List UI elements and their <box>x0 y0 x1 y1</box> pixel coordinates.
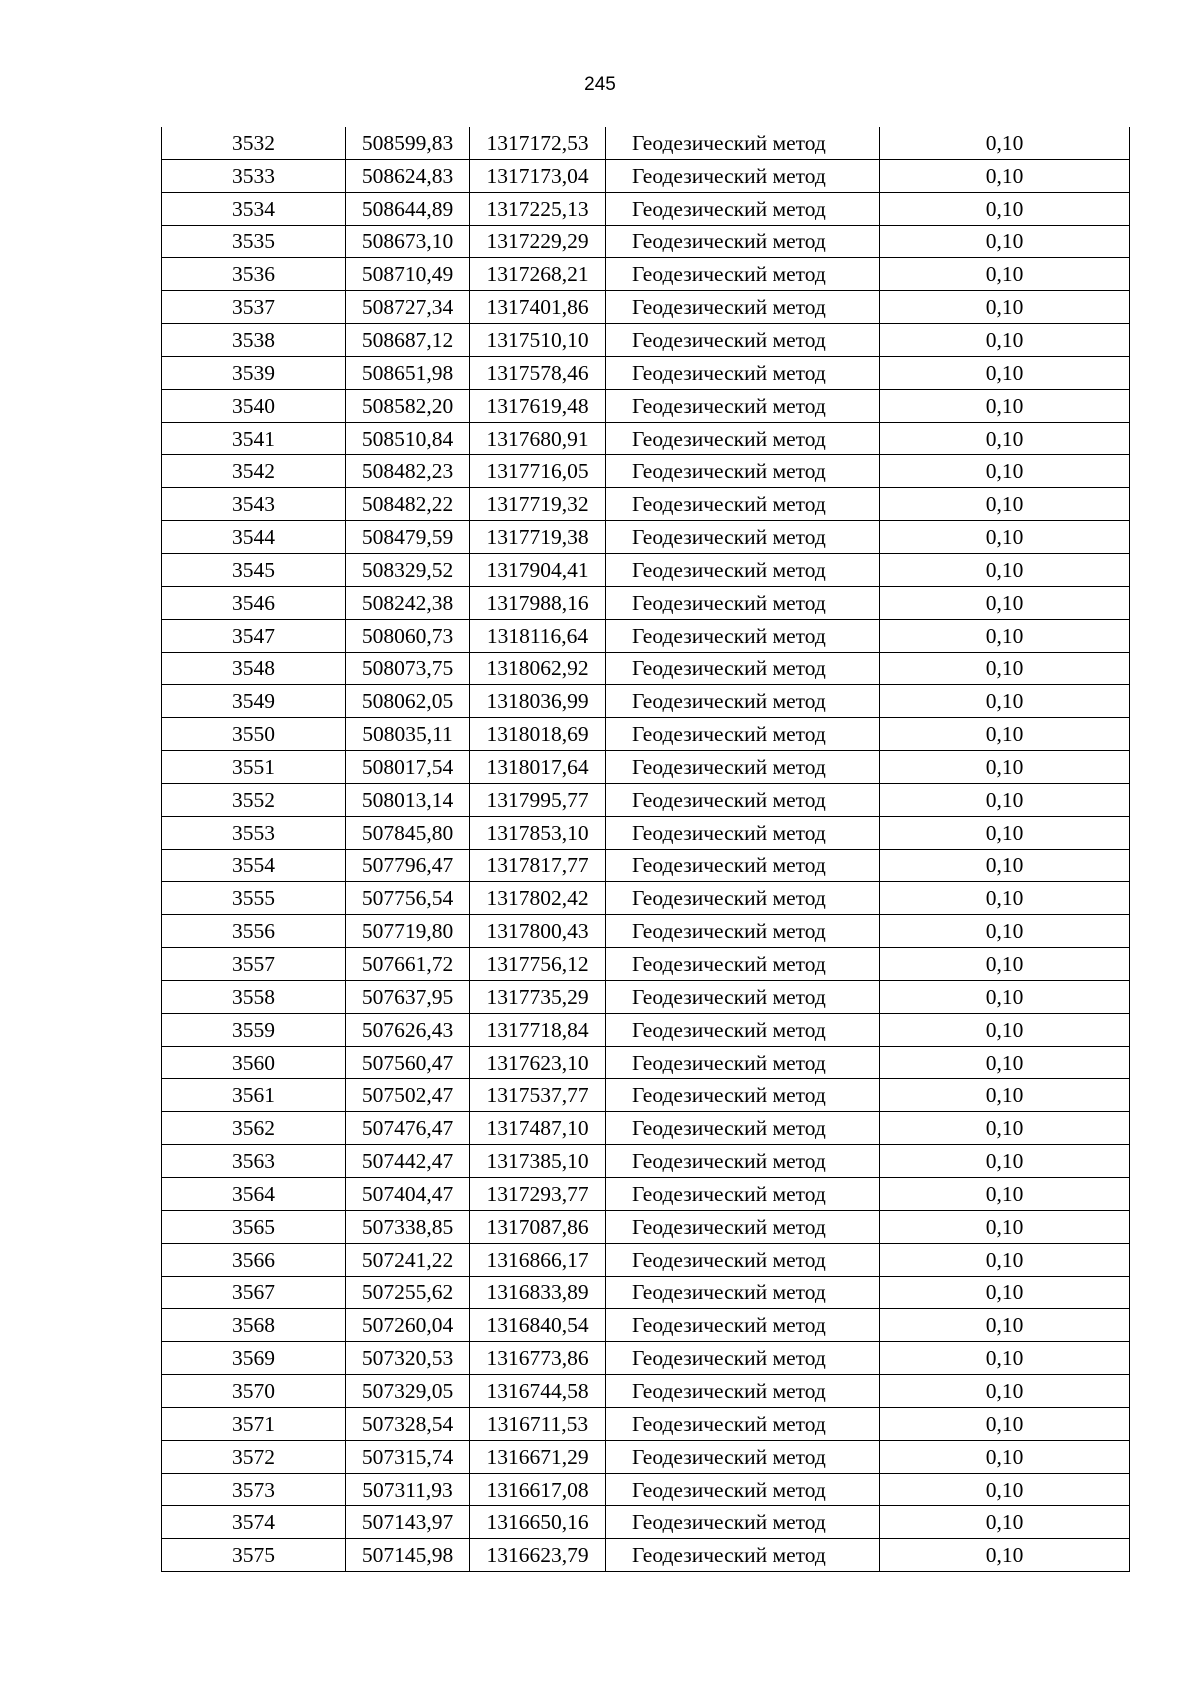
accuracy-cell: 0,10 <box>880 1407 1130 1440</box>
coordinates-table <box>161 127 1130 1572</box>
accuracy-cell: 0,10 <box>880 324 1130 357</box>
table-row <box>162 324 1130 357</box>
y-coordinate-cell: 1316833,89 <box>470 1276 606 1309</box>
x-coordinate-cell: 507255,62 <box>346 1276 470 1309</box>
point-number-cell: 3561 <box>162 1079 346 1112</box>
y-coordinate-cell: 1317802,42 <box>470 882 606 915</box>
method-cell: Геодезический метод <box>606 1539 880 1572</box>
y-coordinate-cell: 1317904,41 <box>470 553 606 586</box>
accuracy-cell: 0,10 <box>880 980 1130 1013</box>
y-coordinate-cell: 1317619,48 <box>470 389 606 422</box>
point-number-cell: 3551 <box>162 751 346 784</box>
x-coordinate-cell: 508062,05 <box>346 685 470 718</box>
table-row <box>162 685 1130 718</box>
point-number-cell: 3533 <box>162 159 346 192</box>
y-coordinate-cell: 1317225,13 <box>470 192 606 225</box>
y-coordinate-cell: 1317173,04 <box>470 159 606 192</box>
accuracy-cell: 0,10 <box>880 718 1130 751</box>
x-coordinate-cell: 507404,47 <box>346 1178 470 1211</box>
table-row <box>162 389 1130 422</box>
point-number-cell: 3562 <box>162 1112 346 1145</box>
accuracy-cell: 0,10 <box>880 127 1130 159</box>
table-row <box>162 488 1130 521</box>
point-number-cell: 3534 <box>162 192 346 225</box>
method-cell: Геодезический метод <box>606 324 880 357</box>
point-number-cell: 3575 <box>162 1539 346 1572</box>
table-row <box>162 1375 1130 1408</box>
method-cell: Геодезический метод <box>606 1375 880 1408</box>
accuracy-cell: 0,10 <box>880 1276 1130 1309</box>
coordinates-table-body <box>162 127 1130 1572</box>
accuracy-cell: 0,10 <box>880 553 1130 586</box>
x-coordinate-cell: 508073,75 <box>346 652 470 685</box>
x-coordinate-cell: 508710,49 <box>346 258 470 291</box>
point-number-cell: 3535 <box>162 225 346 258</box>
table-row <box>162 816 1130 849</box>
table-row <box>162 291 1130 324</box>
x-coordinate-cell: 507260,04 <box>346 1309 470 1342</box>
accuracy-cell: 0,10 <box>880 356 1130 389</box>
x-coordinate-cell: 508624,83 <box>346 159 470 192</box>
table-row <box>162 586 1130 619</box>
y-coordinate-cell: 1318062,92 <box>470 652 606 685</box>
accuracy-cell: 0,10 <box>880 1243 1130 1276</box>
method-cell: Геодезический метод <box>606 882 880 915</box>
table-row <box>162 1178 1130 1211</box>
point-number-cell: 3560 <box>162 1046 346 1079</box>
x-coordinate-cell: 508644,89 <box>346 192 470 225</box>
point-number-cell: 3564 <box>162 1178 346 1211</box>
table-row <box>162 521 1130 554</box>
x-coordinate-cell: 507796,47 <box>346 849 470 882</box>
method-cell: Геодезический метод <box>606 685 880 718</box>
point-number-cell: 3574 <box>162 1506 346 1539</box>
y-coordinate-cell: 1317487,10 <box>470 1112 606 1145</box>
point-number-cell: 3546 <box>162 586 346 619</box>
y-coordinate-cell: 1316866,17 <box>470 1243 606 1276</box>
method-cell: Геодезический метод <box>606 1079 880 1112</box>
x-coordinate-cell: 507145,98 <box>346 1539 470 1572</box>
y-coordinate-cell: 1317537,77 <box>470 1079 606 1112</box>
y-coordinate-cell: 1317268,21 <box>470 258 606 291</box>
method-cell: Геодезический метод <box>606 1276 880 1309</box>
y-coordinate-cell: 1316650,16 <box>470 1506 606 1539</box>
y-coordinate-cell: 1317293,77 <box>470 1178 606 1211</box>
accuracy-cell: 0,10 <box>880 258 1130 291</box>
table-row <box>162 882 1130 915</box>
y-coordinate-cell: 1317229,29 <box>470 225 606 258</box>
x-coordinate-cell: 507329,05 <box>346 1375 470 1408</box>
table-row <box>162 948 1130 981</box>
y-coordinate-cell: 1317800,43 <box>470 915 606 948</box>
y-coordinate-cell: 1317623,10 <box>470 1046 606 1079</box>
x-coordinate-cell: 508510,84 <box>346 422 470 455</box>
method-cell: Геодезический метод <box>606 783 880 816</box>
point-number-cell: 3553 <box>162 816 346 849</box>
point-number-cell: 3540 <box>162 389 346 422</box>
method-cell: Геодезический метод <box>606 192 880 225</box>
method-cell: Геодезический метод <box>606 1210 880 1243</box>
y-coordinate-cell: 1317510,10 <box>470 324 606 357</box>
method-cell: Геодезический метод <box>606 980 880 1013</box>
point-number-cell: 3539 <box>162 356 346 389</box>
method-cell: Геодезический метод <box>606 488 880 521</box>
y-coordinate-cell: 1317087,86 <box>470 1210 606 1243</box>
table-row <box>162 1013 1130 1046</box>
accuracy-cell: 0,10 <box>880 1013 1130 1046</box>
y-coordinate-cell: 1317817,77 <box>470 849 606 882</box>
point-number-cell: 3538 <box>162 324 346 357</box>
method-cell: Геодезический метод <box>606 1407 880 1440</box>
table-row <box>162 783 1130 816</box>
x-coordinate-cell: 508017,54 <box>346 751 470 784</box>
table-row <box>162 718 1130 751</box>
method-cell: Геодезический метод <box>606 1145 880 1178</box>
accuracy-cell: 0,10 <box>880 1112 1130 1145</box>
accuracy-cell: 0,10 <box>880 751 1130 784</box>
accuracy-cell: 0,10 <box>880 1440 1130 1473</box>
point-number-cell: 3554 <box>162 849 346 882</box>
x-coordinate-cell: 508060,73 <box>346 619 470 652</box>
method-cell: Геодезический метод <box>606 553 880 586</box>
method-cell: Геодезический метод <box>606 389 880 422</box>
method-cell: Геодезический метод <box>606 455 880 488</box>
accuracy-cell: 0,10 <box>880 1309 1130 1342</box>
point-number-cell: 3545 <box>162 553 346 586</box>
point-number-cell: 3543 <box>162 488 346 521</box>
point-number-cell: 3548 <box>162 652 346 685</box>
y-coordinate-cell: 1317716,05 <box>470 455 606 488</box>
y-coordinate-cell: 1316623,79 <box>470 1539 606 1572</box>
accuracy-cell: 0,10 <box>880 1210 1130 1243</box>
y-coordinate-cell: 1317756,12 <box>470 948 606 981</box>
method-cell: Геодезический метод <box>606 915 880 948</box>
accuracy-cell: 0,10 <box>880 422 1130 455</box>
table-row <box>162 980 1130 1013</box>
point-number-cell: 3552 <box>162 783 346 816</box>
method-cell: Геодезический метод <box>606 751 880 784</box>
point-number-cell: 3532 <box>162 127 346 159</box>
method-cell: Геодезический метод <box>606 1243 880 1276</box>
method-cell: Геодезический метод <box>606 948 880 981</box>
method-cell: Геодезический метод <box>606 1342 880 1375</box>
method-cell: Геодезический метод <box>606 1178 880 1211</box>
y-coordinate-cell: 1318018,69 <box>470 718 606 751</box>
x-coordinate-cell: 507476,47 <box>346 1112 470 1145</box>
method-cell: Геодезический метод <box>606 849 880 882</box>
point-number-cell: 3537 <box>162 291 346 324</box>
method-cell: Геодезический метод <box>606 619 880 652</box>
y-coordinate-cell: 1318017,64 <box>470 751 606 784</box>
method-cell: Геодезический метод <box>606 586 880 619</box>
table-row <box>162 1046 1130 1079</box>
point-number-cell: 3556 <box>162 915 346 948</box>
x-coordinate-cell: 508582,20 <box>346 389 470 422</box>
x-coordinate-cell: 507338,85 <box>346 1210 470 1243</box>
point-number-cell: 3568 <box>162 1309 346 1342</box>
method-cell: Геодезический метод <box>606 1046 880 1079</box>
point-number-cell: 3541 <box>162 422 346 455</box>
accuracy-cell: 0,10 <box>880 1342 1130 1375</box>
point-number-cell: 3573 <box>162 1473 346 1506</box>
accuracy-cell: 0,10 <box>880 1145 1130 1178</box>
accuracy-cell: 0,10 <box>880 849 1130 882</box>
x-coordinate-cell: 508482,23 <box>346 455 470 488</box>
accuracy-cell: 0,10 <box>880 783 1130 816</box>
table-row <box>162 1506 1130 1539</box>
table-row <box>162 159 1130 192</box>
x-coordinate-cell: 507626,43 <box>346 1013 470 1046</box>
accuracy-cell: 0,10 <box>880 619 1130 652</box>
point-number-cell: 3544 <box>162 521 346 554</box>
point-number-cell: 3571 <box>162 1407 346 1440</box>
x-coordinate-cell: 508242,38 <box>346 586 470 619</box>
method-cell: Геодезический метод <box>606 422 880 455</box>
x-coordinate-cell: 507637,95 <box>346 980 470 1013</box>
point-number-cell: 3557 <box>162 948 346 981</box>
y-coordinate-cell: 1317988,16 <box>470 586 606 619</box>
y-coordinate-cell: 1317401,86 <box>470 291 606 324</box>
y-coordinate-cell: 1316773,86 <box>470 1342 606 1375</box>
accuracy-cell: 0,10 <box>880 1473 1130 1506</box>
x-coordinate-cell: 508035,11 <box>346 718 470 751</box>
x-coordinate-cell: 507442,47 <box>346 1145 470 1178</box>
accuracy-cell: 0,10 <box>880 1375 1130 1408</box>
method-cell: Геодезический метод <box>606 1473 880 1506</box>
x-coordinate-cell: 508599,83 <box>346 127 470 159</box>
x-coordinate-cell: 508651,98 <box>346 356 470 389</box>
table-row <box>162 652 1130 685</box>
x-coordinate-cell: 508727,34 <box>346 291 470 324</box>
x-coordinate-cell: 507320,53 <box>346 1342 470 1375</box>
point-number-cell: 3565 <box>162 1210 346 1243</box>
table-row <box>162 1112 1130 1145</box>
table-row <box>162 1539 1130 1572</box>
point-number-cell: 3536 <box>162 258 346 291</box>
accuracy-cell: 0,10 <box>880 455 1130 488</box>
point-number-cell: 3563 <box>162 1145 346 1178</box>
method-cell: Геодезический метод <box>606 1013 880 1046</box>
method-cell: Геодезический метод <box>606 521 880 554</box>
point-number-cell: 3570 <box>162 1375 346 1408</box>
point-number-cell: 3558 <box>162 980 346 1013</box>
point-number-cell: 3572 <box>162 1440 346 1473</box>
x-coordinate-cell: 508482,22 <box>346 488 470 521</box>
table-row <box>162 1145 1130 1178</box>
x-coordinate-cell: 507328,54 <box>346 1407 470 1440</box>
accuracy-cell: 0,10 <box>880 1046 1130 1079</box>
y-coordinate-cell: 1316840,54 <box>470 1309 606 1342</box>
point-number-cell: 3550 <box>162 718 346 751</box>
table-row <box>162 258 1130 291</box>
point-number-cell: 3567 <box>162 1276 346 1309</box>
y-coordinate-cell: 1317718,84 <box>470 1013 606 1046</box>
y-coordinate-cell: 1318116,64 <box>470 619 606 652</box>
point-number-cell: 3547 <box>162 619 346 652</box>
y-coordinate-cell: 1316617,08 <box>470 1473 606 1506</box>
table-row <box>162 1276 1130 1309</box>
accuracy-cell: 0,10 <box>880 882 1130 915</box>
accuracy-cell: 0,10 <box>880 948 1130 981</box>
x-coordinate-cell: 507241,22 <box>346 1243 470 1276</box>
x-coordinate-cell: 507661,72 <box>346 948 470 981</box>
table-row <box>162 356 1130 389</box>
table-row <box>162 192 1130 225</box>
y-coordinate-cell: 1317680,91 <box>470 422 606 455</box>
table-row <box>162 422 1130 455</box>
page-number: 245 <box>584 74 616 95</box>
table-row <box>162 553 1130 586</box>
x-coordinate-cell: 507560,47 <box>346 1046 470 1079</box>
x-coordinate-cell: 508673,10 <box>346 225 470 258</box>
point-number-cell: 3566 <box>162 1243 346 1276</box>
table-row <box>162 127 1130 159</box>
x-coordinate-cell: 508329,52 <box>346 553 470 586</box>
y-coordinate-cell: 1317719,38 <box>470 521 606 554</box>
method-cell: Геодезический метод <box>606 127 880 159</box>
point-number-cell: 3549 <box>162 685 346 718</box>
table-row <box>162 619 1130 652</box>
x-coordinate-cell: 507502,47 <box>346 1079 470 1112</box>
x-coordinate-cell: 507311,93 <box>346 1473 470 1506</box>
table-row <box>162 225 1130 258</box>
y-coordinate-cell: 1318036,99 <box>470 685 606 718</box>
accuracy-cell: 0,10 <box>880 1506 1130 1539</box>
table-row <box>162 1440 1130 1473</box>
y-coordinate-cell: 1317719,32 <box>470 488 606 521</box>
y-coordinate-cell: 1317578,46 <box>470 356 606 389</box>
method-cell: Геодезический метод <box>606 291 880 324</box>
method-cell: Геодезический метод <box>606 1506 880 1539</box>
y-coordinate-cell: 1317853,10 <box>470 816 606 849</box>
accuracy-cell: 0,10 <box>880 488 1130 521</box>
y-coordinate-cell: 1316711,53 <box>470 1407 606 1440</box>
x-coordinate-cell: 507845,80 <box>346 816 470 849</box>
x-coordinate-cell: 508479,59 <box>346 521 470 554</box>
accuracy-cell: 0,10 <box>880 521 1130 554</box>
accuracy-cell: 0,10 <box>880 1079 1130 1112</box>
accuracy-cell: 0,10 <box>880 192 1130 225</box>
method-cell: Геодезический метод <box>606 1440 880 1473</box>
method-cell: Геодезический метод <box>606 159 880 192</box>
method-cell: Геодезический метод <box>606 356 880 389</box>
y-coordinate-cell: 1317995,77 <box>470 783 606 816</box>
accuracy-cell: 0,10 <box>880 159 1130 192</box>
accuracy-cell: 0,10 <box>880 291 1130 324</box>
table-row <box>162 849 1130 882</box>
accuracy-cell: 0,10 <box>880 915 1130 948</box>
table-row <box>162 1342 1130 1375</box>
method-cell: Геодезический метод <box>606 718 880 751</box>
y-coordinate-cell: 1317172,53 <box>470 127 606 159</box>
x-coordinate-cell: 507315,74 <box>346 1440 470 1473</box>
point-number-cell: 3542 <box>162 455 346 488</box>
point-number-cell: 3569 <box>162 1342 346 1375</box>
table-row <box>162 1210 1130 1243</box>
point-number-cell: 3559 <box>162 1013 346 1046</box>
table-row <box>162 1407 1130 1440</box>
x-coordinate-cell: 507719,80 <box>346 915 470 948</box>
method-cell: Геодезический метод <box>606 258 880 291</box>
x-coordinate-cell: 507756,54 <box>346 882 470 915</box>
x-coordinate-cell: 508687,12 <box>346 324 470 357</box>
y-coordinate-cell: 1317385,10 <box>470 1145 606 1178</box>
table-row <box>162 1243 1130 1276</box>
method-cell: Геодезический метод <box>606 816 880 849</box>
accuracy-cell: 0,10 <box>880 225 1130 258</box>
method-cell: Геодезический метод <box>606 225 880 258</box>
method-cell: Геодезический метод <box>606 1309 880 1342</box>
accuracy-cell: 0,10 <box>880 685 1130 718</box>
accuracy-cell: 0,10 <box>880 1178 1130 1211</box>
table-row <box>162 1309 1130 1342</box>
y-coordinate-cell: 1316744,58 <box>470 1375 606 1408</box>
point-number-cell: 3555 <box>162 882 346 915</box>
y-coordinate-cell: 1317735,29 <box>470 980 606 1013</box>
table-row <box>162 751 1130 784</box>
accuracy-cell: 0,10 <box>880 389 1130 422</box>
accuracy-cell: 0,10 <box>880 1539 1130 1572</box>
method-cell: Геодезический метод <box>606 652 880 685</box>
accuracy-cell: 0,10 <box>880 586 1130 619</box>
table-row <box>162 915 1130 948</box>
table-row <box>162 1079 1130 1112</box>
table-row <box>162 1473 1130 1506</box>
accuracy-cell: 0,10 <box>880 816 1130 849</box>
method-cell: Геодезический метод <box>606 1112 880 1145</box>
table-row <box>162 455 1130 488</box>
accuracy-cell: 0,10 <box>880 652 1130 685</box>
y-coordinate-cell: 1316671,29 <box>470 1440 606 1473</box>
x-coordinate-cell: 507143,97 <box>346 1506 470 1539</box>
x-coordinate-cell: 508013,14 <box>346 783 470 816</box>
